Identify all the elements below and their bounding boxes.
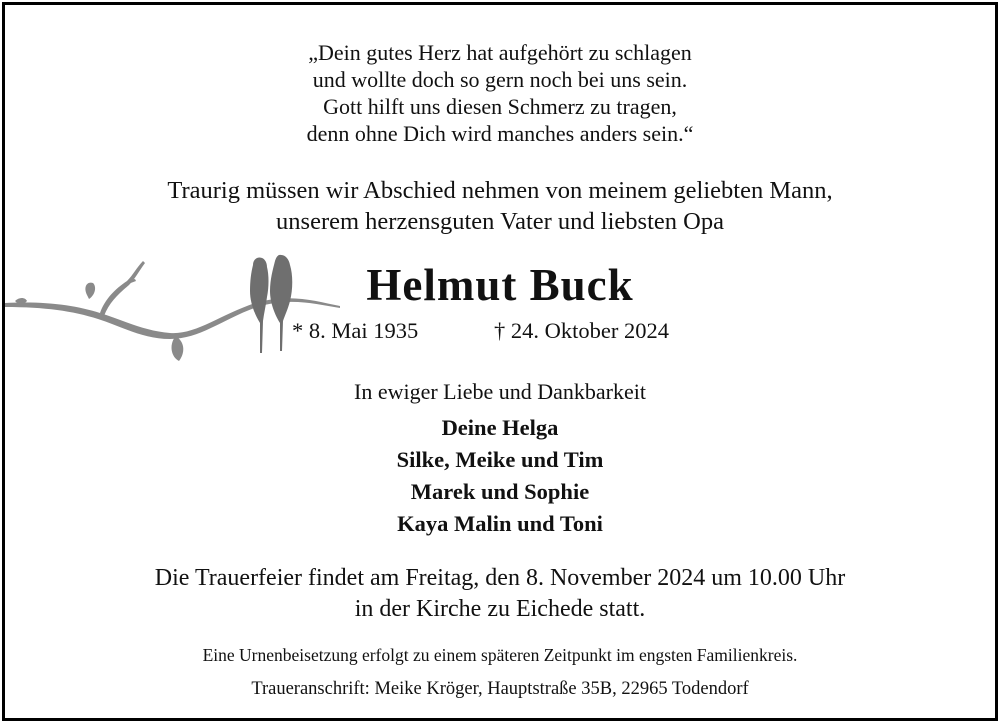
poem-line-2: und wollte doch so gern noch bei uns sein. — [312, 67, 688, 92]
mourner-name-2: Silke, Meike und Tim — [396, 447, 604, 472]
poem-line-3: Gott hilft uns diesen Schmerz zu tragen, — [323, 94, 677, 119]
mourner-name-1: Deine Helga — [441, 415, 559, 440]
mourners-heading: In ewiger Liebe und Dankbarkeit — [354, 379, 646, 404]
birth-date: * 8. Mai 1935 — [292, 318, 419, 343]
mourner-name-4: Kaya Malin und Toni — [397, 511, 603, 536]
burial-note: Eine Urnenbeisetzung erfolgt zu einem späteren Zeitpunkt im engsten Familienkreis. — [202, 645, 798, 665]
death-date: † 24. Oktober 2024 — [494, 318, 669, 343]
obituary-notice — [2, 2, 998, 721]
deceased-name: Helmut Buck — [366, 260, 634, 310]
intro-line-2: unserem herzensguten Vater und liebsten Opa — [276, 208, 724, 235]
mourner-name-3: Marek und Sophie — [410, 479, 590, 504]
ceremony-line-2: in der Kirche zu Eichede statt. — [354, 596, 646, 622]
poem-line-4: denn ohne Dich wird manches anders sein.“ — [306, 121, 694, 146]
mourning-address: Traueranschrift: Meike Kröger, Hauptstraße 35B, 22965 Todendorf — [251, 679, 749, 699]
poem-line-1: „Dein gutes Herz hat aufgehört zu schlagen — [308, 40, 692, 65]
ceremony-line-1: Die Trauerfeier findet am Freitag, den 8. November 2024 um 10.00 Uhr — [154, 565, 846, 591]
intro-line-1: Traurig müssen wir Abschied nehmen von meinem geliebten Mann, — [167, 177, 833, 204]
